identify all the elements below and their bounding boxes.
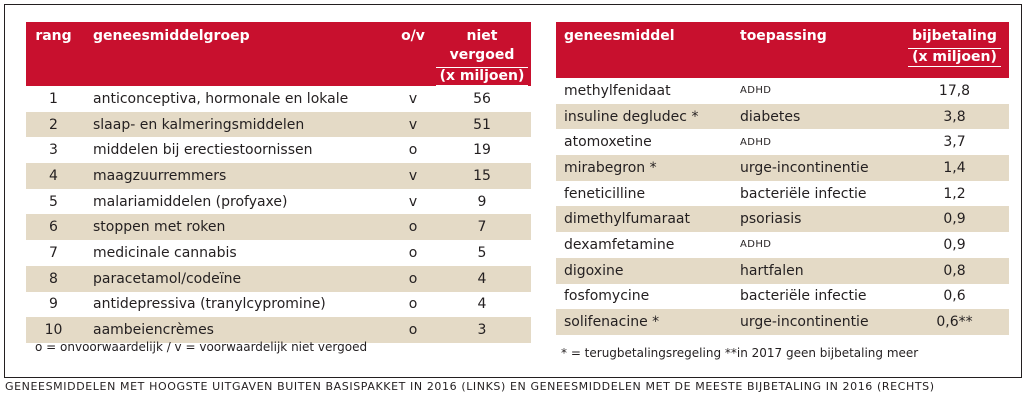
figure-frame	[4, 4, 1022, 378]
use-cell: ADHD	[740, 85, 772, 97]
amount-cell: 0,9	[900, 206, 1009, 232]
amount-cell: 15	[433, 163, 531, 189]
table-row	[26, 163, 531, 189]
amount-cell: 51	[433, 112, 531, 138]
rank-cell: 5	[49, 193, 58, 210]
group-cell: middelen bij erectiestoornissen	[93, 142, 313, 159]
drug-cell: insuline degludec *	[556, 104, 740, 130]
group-cell: maagzuurremmers	[81, 163, 393, 189]
drug-cell: feneticilline	[564, 185, 646, 202]
table-row	[556, 181, 1009, 207]
left-table	[26, 22, 531, 343]
rank-cell: 1	[49, 90, 58, 107]
use-cell: urge-incontinentie	[740, 309, 900, 335]
rank-cell: 4	[26, 163, 81, 189]
rank-cell: 10	[26, 317, 81, 343]
header-rank: rang	[26, 22, 81, 86]
amount-cell: 3,7	[943, 134, 966, 151]
drug-cell: fosfomycine	[564, 288, 650, 305]
drug-cell: methylfenidaat	[564, 82, 671, 99]
ov-cell: o	[408, 142, 418, 159]
drug-cell: dimethylfumaraat	[556, 206, 740, 232]
rank-cell: 6	[26, 214, 81, 240]
ov-cell: v	[393, 112, 433, 138]
table-row	[556, 309, 1009, 335]
amount-cell: 4	[477, 296, 487, 313]
group-cell: slaap- en kalmeringsmiddelen	[81, 112, 393, 138]
use-cell: ADHD	[740, 239, 772, 251]
use-cell: hartfalen	[740, 258, 900, 284]
drug-cell: dexamfetamine	[564, 236, 675, 253]
table-row	[556, 232, 1009, 258]
group-cell: stoppen met roken	[81, 214, 393, 240]
use-cell: ADHD	[740, 136, 772, 148]
amount-cell: 3	[433, 317, 531, 343]
amount-cell: 0,6	[943, 288, 966, 305]
amount-cell: 19	[473, 142, 491, 159]
group-cell: antidepressiva (tranylcypromine)	[93, 296, 326, 313]
ov-cell: o	[393, 266, 433, 292]
use-cell: psoriasis	[740, 206, 900, 232]
header-ov: o/v	[393, 22, 433, 86]
right-table	[556, 22, 1009, 335]
left-footnote: o = onvoorwaardelijk / v = voorwaardelijk niet vergoed	[35, 340, 368, 354]
table-row	[556, 104, 1009, 130]
table-row	[556, 129, 1009, 155]
table-row	[26, 292, 531, 318]
table-row	[26, 86, 531, 112]
ov-cell: o	[408, 244, 418, 261]
group-cell: anticonceptiva, hormonale en lokale	[93, 90, 349, 107]
header-group: geneesmiddelgroep	[81, 22, 393, 86]
amount-cell: 0,6**	[900, 309, 1009, 335]
use-cell: bacteriële infectie	[740, 288, 867, 305]
header-drug: geneesmiddel	[556, 22, 740, 78]
header-use: toepassing	[740, 22, 900, 78]
group-cell: aambeiencrèmes	[81, 317, 393, 343]
group-cell: paracetamol/codeïne	[81, 266, 393, 292]
drug-cell: digoxine	[556, 258, 740, 284]
rank-cell: 8	[26, 266, 81, 292]
header-not-reimbursed: niet vergoed (x miljoen)	[433, 22, 531, 86]
ov-cell: v	[408, 193, 418, 210]
right-table-header	[556, 22, 1009, 78]
use-cell: urge-incontinentie	[740, 155, 900, 181]
rank-cell: 7	[49, 244, 58, 261]
rank-cell: 2	[26, 112, 81, 138]
right-footnote: * = terugbetalingsregeling **in 2017 geen bijbetaling meer	[561, 346, 919, 360]
table-row	[556, 155, 1009, 181]
amount-cell: 56	[473, 90, 491, 107]
header-copayment: bijbetaling (x miljoen)	[900, 22, 1009, 78]
amount-cell: 0,9	[943, 236, 966, 253]
rank-cell: 9	[49, 296, 58, 313]
table-row	[26, 189, 531, 215]
table-row	[556, 258, 1009, 284]
amount-cell: 17,8	[938, 82, 971, 99]
amount-cell: 4	[433, 266, 531, 292]
drug-cell: atomoxetine	[564, 134, 652, 151]
table-row	[556, 206, 1009, 232]
table-row	[556, 78, 1009, 104]
amount-cell: 7	[433, 214, 531, 240]
amount-cell: 3,8	[900, 104, 1009, 130]
table-row	[26, 240, 531, 266]
table-row	[26, 112, 531, 138]
left-table-body	[26, 86, 531, 343]
figure-caption: GENEESMIDDELEN MET HOOGSTE UITGAVEN BUITEN BASISPAKKET IN 2016 (LINKS) EN GENEESMIDDELEN MET DE MEESTE BIJBETALING IN 2016 (RECHTS)	[5, 380, 935, 393]
group-cell: malariamiddelen (profyaxe)	[93, 193, 288, 210]
table-row	[26, 214, 531, 240]
use-cell: diabetes	[740, 104, 900, 130]
drug-cell: mirabegron *	[556, 155, 740, 181]
amount-cell: 1,4	[900, 155, 1009, 181]
ov-cell: v	[408, 90, 418, 107]
table-row	[26, 137, 531, 163]
left-table-header	[26, 22, 531, 86]
ov-cell: o	[393, 214, 433, 240]
amount-cell: 0,8	[900, 258, 1009, 284]
amount-cell: 9	[477, 193, 487, 210]
amount-cell: 5	[477, 244, 487, 261]
rank-cell: 3	[49, 142, 58, 159]
table-row	[556, 284, 1009, 310]
right-table-body	[556, 78, 1009, 335]
ov-cell: v	[393, 163, 433, 189]
table-row	[26, 266, 531, 292]
group-cell: medicinale cannabis	[93, 244, 237, 261]
amount-cell: 1,2	[943, 185, 966, 202]
ov-cell: o	[393, 317, 433, 343]
drug-cell: solifenacine *	[556, 309, 740, 335]
ov-cell: o	[408, 296, 418, 313]
use-cell: bacteriële infectie	[740, 185, 867, 202]
